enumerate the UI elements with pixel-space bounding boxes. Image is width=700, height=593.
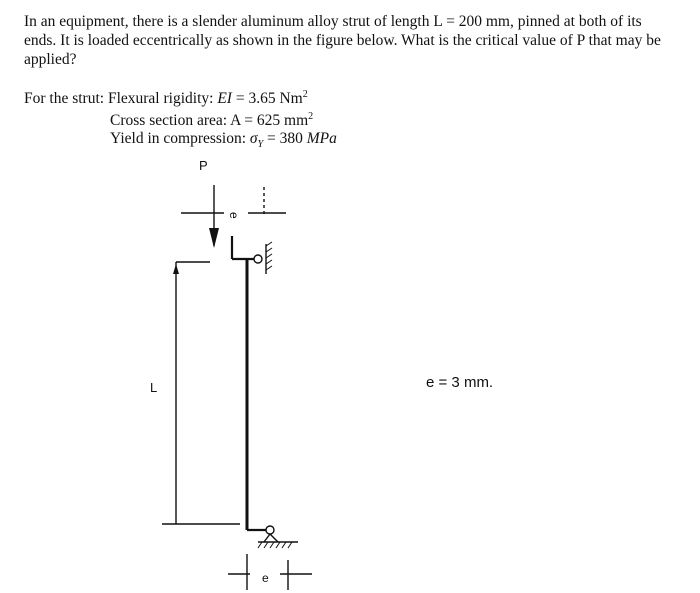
strut-properties bbox=[24, 86, 337, 154]
length-arrow-top bbox=[173, 264, 179, 274]
bottom-pin bbox=[266, 526, 274, 534]
yield-value: = 380 bbox=[263, 130, 307, 148]
flexural-rigidity-prefix: For the strut: Flexural rigidity: bbox=[24, 90, 218, 108]
yield-subscript: Y bbox=[257, 139, 264, 151]
yield-prefix: Yield in compression: bbox=[110, 130, 250, 148]
flexural-rigidity-value: = 3.65 Nm bbox=[231, 90, 303, 108]
bottom-support-hatch bbox=[258, 542, 292, 548]
question-text: In an equipment, there is a slender aluminum alloy strut of length L = 200 mm, pinned at both of its ends. It is loaded eccentrically as shown in the figure below. What is the critical value of P that may be applied? bbox=[24, 13, 661, 68]
bottom-support-left bbox=[264, 534, 270, 542]
bottom-support-right bbox=[270, 534, 278, 542]
flexural-rigidity-line bbox=[24, 86, 337, 108]
top-ecc-label: e bbox=[227, 212, 241, 219]
yield-unit: MPa bbox=[306, 130, 337, 148]
cross-section-prefix: Cross section area: A = 625 mm bbox=[110, 112, 309, 130]
top-pin bbox=[254, 255, 262, 263]
flexural-rigidity-symbol: EI bbox=[217, 90, 232, 108]
load-label: P bbox=[199, 158, 208, 173]
length-label: L bbox=[150, 380, 158, 395]
eccentricity-note: e = 3 mm. bbox=[426, 374, 494, 391]
strut-figure bbox=[0, 150, 700, 593]
top-support-hatch bbox=[266, 242, 272, 270]
flexural-rigidity-exponent: 2 bbox=[302, 89, 308, 100]
yield-symbol: σ bbox=[249, 130, 258, 148]
cross-section-exponent: 2 bbox=[308, 111, 314, 123]
bottom-ecc-label: e bbox=[262, 571, 269, 585]
load-arrow-head bbox=[209, 228, 219, 248]
cross-section-line bbox=[24, 108, 337, 130]
